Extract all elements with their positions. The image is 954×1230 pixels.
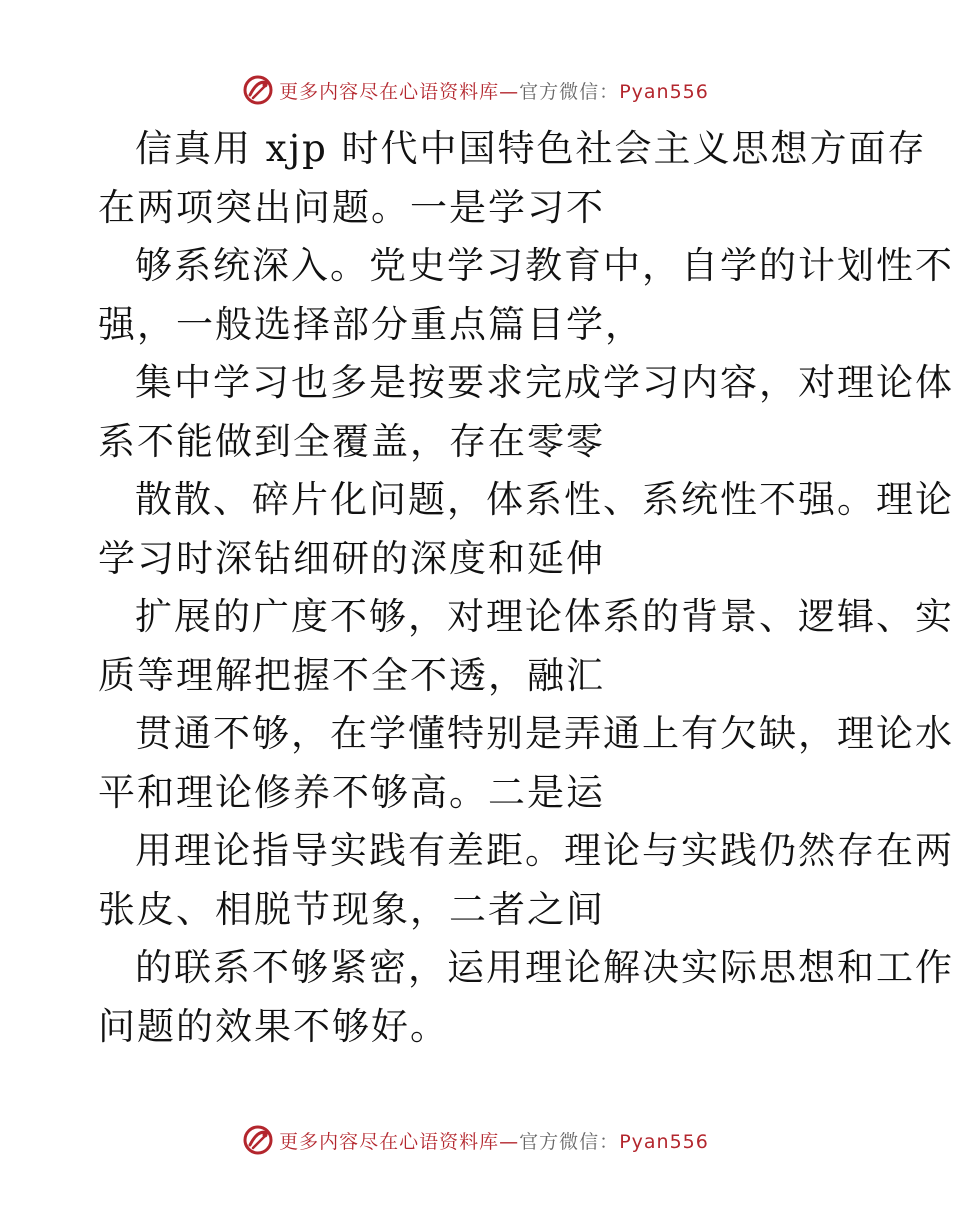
text-line: 质等理解把握不全不透，融汇 xyxy=(98,653,605,697)
text-line: 张皮、相脱节现象，二者之间 xyxy=(98,887,605,931)
text-line: 集中学习也多是按要求完成学习内容，对理论体 xyxy=(135,361,954,404)
text-line: 够系统深入。党史学习教育中，自学的计划性不 xyxy=(135,244,954,287)
document-body xyxy=(98,120,954,1056)
text-line: 强，一般选择部分重点篇目学， xyxy=(98,302,644,346)
text-line: 在两项突出问题。一是学习不 xyxy=(98,185,605,229)
text-line: 系不能做到全覆盖，存在零零 xyxy=(98,419,605,463)
text-line: 散散、碎片化问题，体系性、系统性不强。理论 xyxy=(135,478,954,521)
footer-banner-account: Pyan556 xyxy=(619,1130,709,1153)
footer-banner-prefix: 更多内容尽在心语资料库 xyxy=(279,1130,500,1153)
header-banner-middle: 官方微信： xyxy=(519,80,620,103)
footer-banner-dash: — xyxy=(499,1130,520,1153)
header-banner-account: Pyan556 xyxy=(619,80,709,103)
text-line: 学习时深钻细研的深度和延伸 xyxy=(98,536,605,580)
header-banner-dash: — xyxy=(499,80,520,103)
footer-banner-middle: 官方微信： xyxy=(519,1130,620,1153)
footer-banner-text xyxy=(279,1127,709,1154)
header-banner-prefix: 更多内容尽在心语资料库 xyxy=(279,80,500,103)
text-line: 平和理论修养不够高。二是运 xyxy=(98,770,605,814)
header-banner xyxy=(0,70,950,110)
brand-logo-icon xyxy=(241,73,275,107)
footer-banner xyxy=(0,1120,950,1160)
text-line: 的联系不够紧密，运用理论解决实际思想和工作 xyxy=(135,946,954,989)
brand-logo-icon xyxy=(241,1123,275,1157)
text-line: 扩展的广度不够，对理论体系的背景、逻辑、实 xyxy=(135,595,954,638)
text-line: 信真用 xjp 时代中国特色社会主义思想方面存 xyxy=(135,127,927,170)
text-line: 贯通不够，在学懂特别是弄通上有欠缺，理论水 xyxy=(135,712,954,755)
text-line: 用理论指导实践有差距。理论与实践仍然存在两 xyxy=(135,829,954,872)
header-banner-text xyxy=(279,77,709,104)
text-line: 问题的效果不够好。 xyxy=(98,1004,449,1048)
